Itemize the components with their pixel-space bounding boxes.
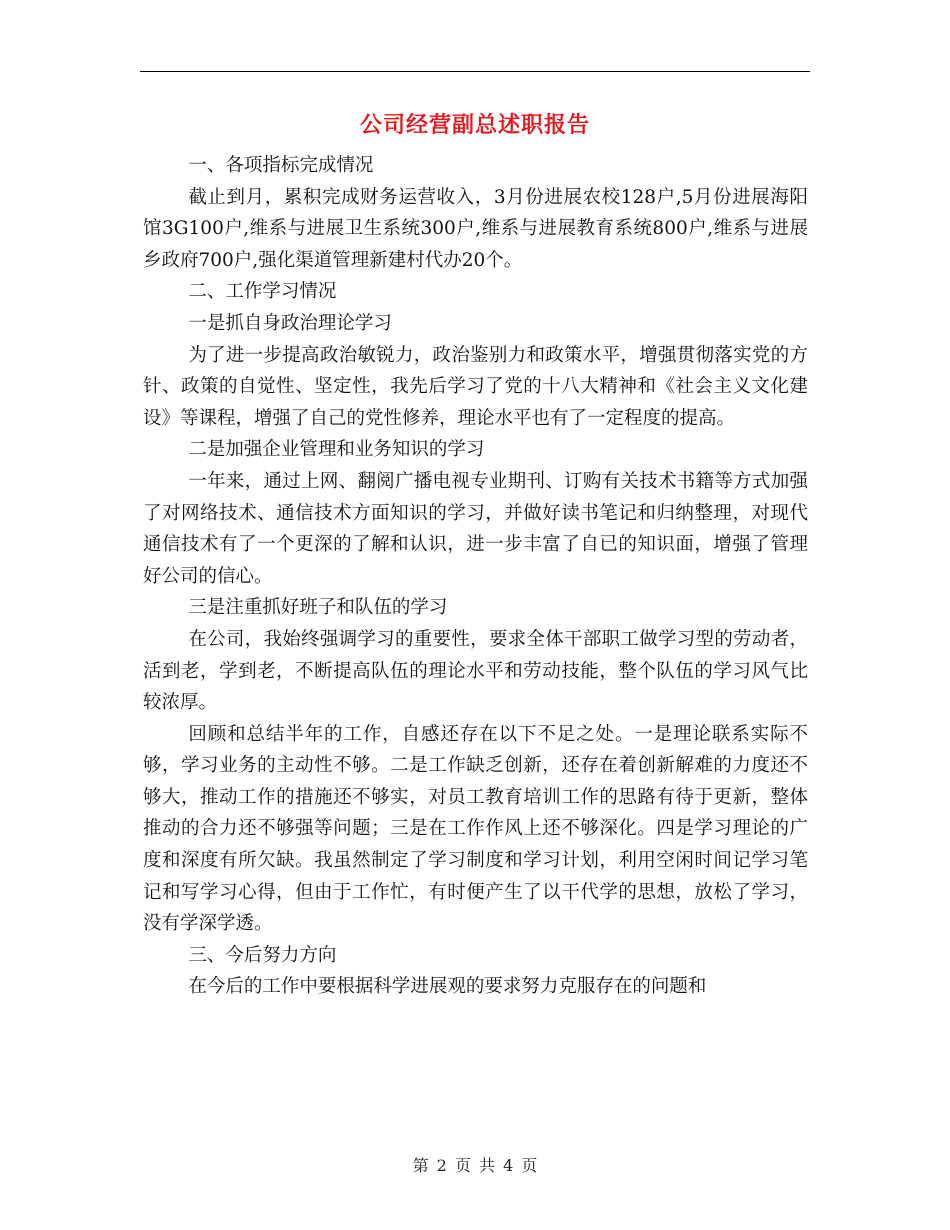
paragraph-business-study: 一年来，通过上网、翻阅广播电视专业期刊、订购有关技术书籍等方式加强了对网络技术、通信技术方面知识的学习，并做好读书笔记和归纳整理，对现代通信技术有了一个更深的了解和认识，进一步丰富了自已的知识面，增强了管理好公司的信心。 (143, 470, 808, 587)
paragraph-political-study: 为了进一步提高政治敏锐力，政治鉴别力和政策水平，增强贯彻落实党的方针、政策的自觉性、坚定性，我先后学习了党的十八大精神和《社会主义文化建设》等课程，增强了自己的党性修养，理论水平也有了一定程度的提高。 (143, 344, 808, 429)
section-heading-2: 二、工作学习情况 (188, 281, 337, 303)
subheading-political-study: 一是抓自身政治理论学习 (188, 312, 392, 334)
document-body (143, 150, 808, 1003)
page-number: 第 2 页 共 4 页 (412, 1156, 538, 1175)
paragraph-future: 在今后的工作中要根据科学进展观的要求努力克服存在的问题和 (188, 976, 707, 998)
paragraph-team-study: 在公司，我始终强调学习的重要性，要求全体干部职工做学习型的劳动者，活到老，学到老，不断提高队伍的理论水平和劳动技能，整个队伍的学习风气比较浓厚。 (143, 628, 808, 714)
paragraph-indicators: 截止到月，累积完成财务运营收入，3月份进展农校128户,5月份进展海阳馆3G100户,维系与进展卫生系统300户,维系与进展教育系统800户,维系与进展乡政府700户,强化渠道管理新建村代办20个。 (143, 186, 808, 271)
subheading-team-study: 三是注重抓好班子和队伍的学习 (188, 597, 448, 619)
section-heading-1: 一、各项指标完成情况 (188, 155, 374, 176)
header-rule (140, 71, 810, 72)
paragraph-shortcomings: 回顾和总结半年的工作，自感还存在以下不足之处。一是理论联系实际不够，学习业务的主动性不够。二是工作缺乏创新，还存在着创新解难的力度还不够大，推动工作的措施还不够实，对员工教育培训工作的思路有待于更新，整体推动的合力还不够强等问题；三是在工作作风上还不够深化。四是学习理论的广度和深度有所欠缺。我虽然制定了学习制度和学习计划，利用空闲时间记学习笔记和写学习心得，但由于工作忙，有时便产生了以干代学的思想，放松了学习，没有学深学透。 (143, 723, 808, 935)
document-title: 公司经营副总述职报告 (359, 112, 590, 138)
subheading-business-study: 二是加强企业管理和业务知识的学习 (188, 439, 485, 461)
section-heading-3: 三、今后努力方向 (188, 944, 337, 966)
